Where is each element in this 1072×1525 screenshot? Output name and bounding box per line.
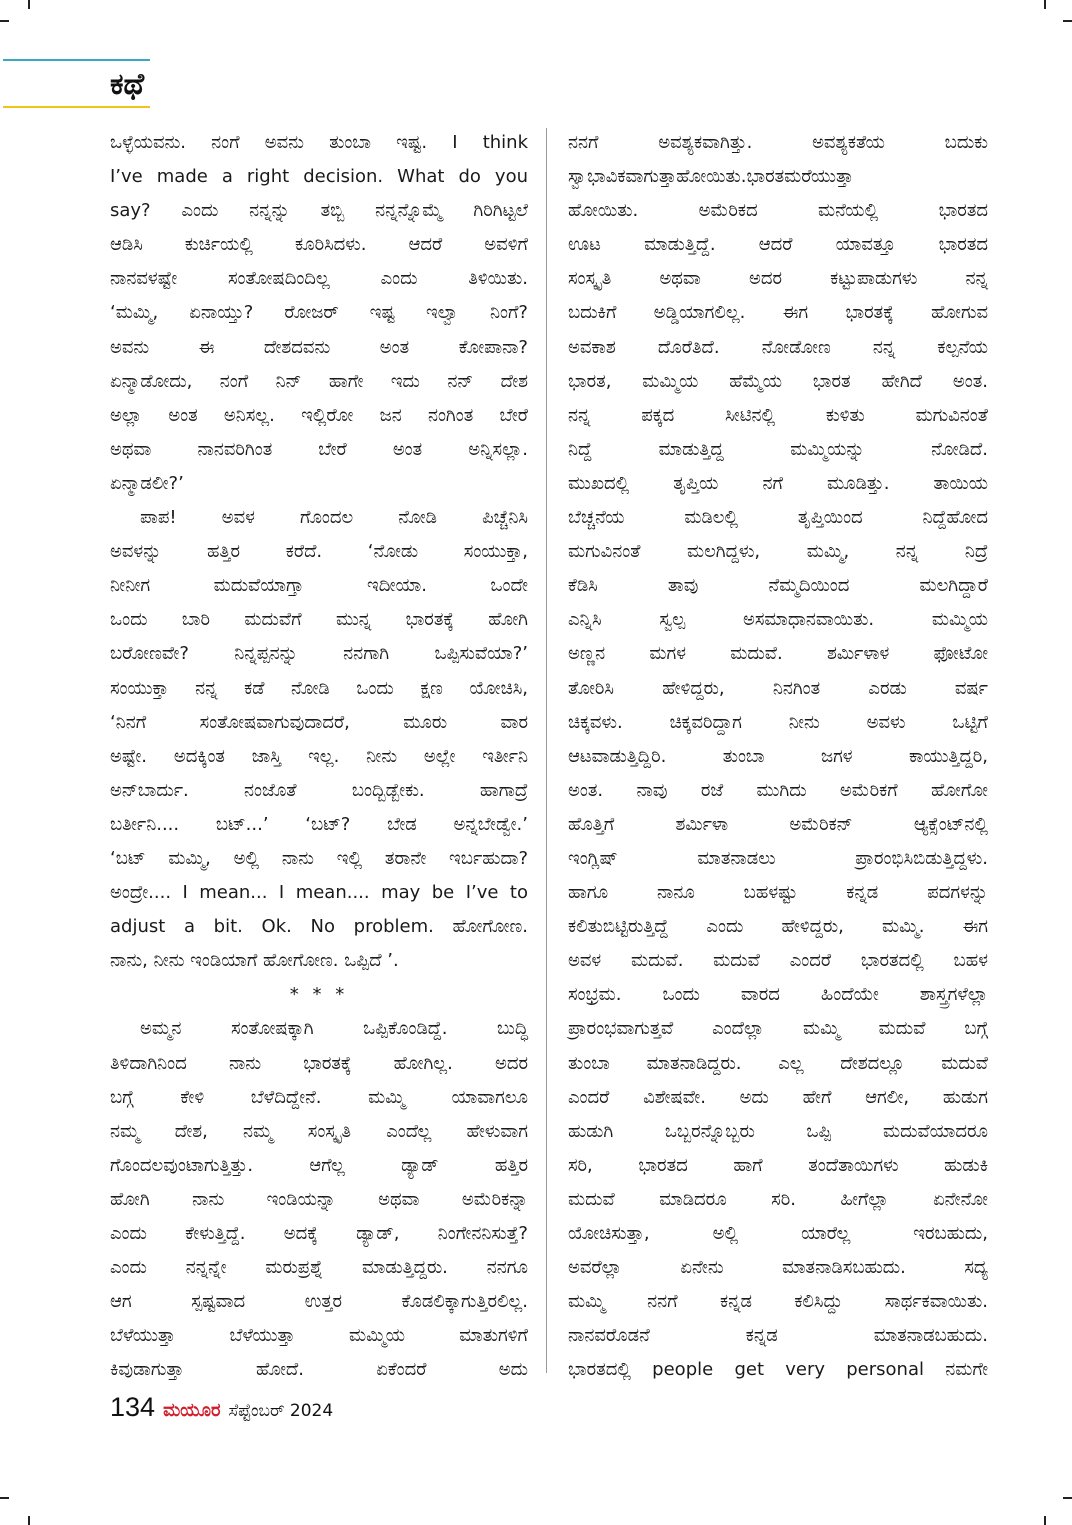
text-line: ಪಾಪ! ಅವಳ ಗೊಂದಲ ನೋಡಿ ಪಿಚ್ಚೆನಿಸಿ — [140, 507, 528, 529]
text-line: say? ಎಂದು ನನ್ನನ್ನು ತಬ್ಬಿ ನನ್ನನ್ನೊಮ್ಮೆ ಗಿರಿಗಿಟ್ಟಲೆ — [110, 200, 528, 222]
page-footer — [110, 1392, 333, 1432]
text-line: ಸ್ವಾಭಾವಿಕವಾಗುತ್ತಾಹೋಯಿತು.ಭಾರತಮರೆಯುತ್ತಾ — [568, 166, 854, 188]
text-line: ಎಂದು ನನ್ನನ್ನೇ ಮರುಪ್ರಶ್ನೆ ಮಾಡುತ್ತಿದ್ದರು. ನನಗೂ — [110, 1257, 528, 1279]
text-line: ಬೆಳೆಯುತ್ತಾ ಬೆಳೆಯುತ್ತಾ ಮಮ್ಮಿಯ ಮಾತುಗಳಿಗೆ — [110, 1325, 528, 1347]
text-line: ಮದುವೆ ಮಾಡಿದರೂ ಸರಿ. ಹೀಗೆಲ್ಲಾ ಏನೇನೋ — [568, 1188, 988, 1210]
text-line: ಹೋಗಿ ನಾನು ಇಂಡಿಯನ್ನಾ ಅಥವಾ ಅಮೆರಿಕನ್ನಾ — [110, 1188, 528, 1210]
crop-mark — [0, 20, 9, 22]
text-line: ಬರೋಣವೇ? ನಿನ್ನಪ್ಪನನ್ನು ನನಗಾಗಿ ಒಪ್ಪಿಸುವೆಯಾ?’ — [110, 643, 528, 665]
text-line: ಊಟ ಮಾಡುತ್ತಿದ್ದೆ. ಆದರೆ ಯಾವತ್ತೂ ಭಾರತದ — [568, 234, 988, 256]
crop-mark — [0, 1497, 9, 1499]
text-line: ಮಗುವಿನಂತೆ ಮಲಗಿದ್ದಳು, ಮಮ್ಮಿ, ನನ್ನ ನಿದ್ರೆ — [568, 541, 988, 563]
left-column — [110, 126, 528, 1387]
crop-mark — [1063, 20, 1072, 22]
text-line: ಏನ್ಮಾಡಲೀ?’ — [110, 472, 184, 494]
crop-mark — [1063, 1497, 1072, 1499]
section-rule-bottom — [3, 106, 150, 108]
text-line: ‘ಮಮ್ಮಿ, ಏನಾಯ್ತು? ರೋಜರ್ ಇಷ್ಟ ಇಲ್ವಾ ನಿಂಗೆ? — [110, 302, 528, 324]
text-line: ನನಗೆ ಅವಶ್ಯಕವಾಗಿತ್ತು. ಅವಶ್ಯಕತೆಯ ಬದುಕು — [568, 132, 988, 153]
text-line: ಅವನು ಈ ದೇಶದವನು ಅಂತ ಕೋಪಾನಾ? — [110, 336, 528, 358]
text-line: ಹಾಗೂ ನಾನೂ ಬಹಳಷ್ಟು ಕನ್ನಡ ಪದಗಳನ್ನು — [568, 882, 988, 904]
text-line: ಬಗ್ಗೆ ಕೇಳಿ ಬೆಳೆದಿದ್ದೇನೆ. ಮಮ್ಮಿ ಯಾವಾಗಲೂ — [110, 1086, 528, 1108]
text-line: ಕಲಿತುಬಿಟ್ಟಿರುತ್ತಿದ್ದೆ ಎಂದು ಹೇಳಿದ್ದರು, ಮಮ್ಮಿ. ಈಗ — [568, 916, 988, 938]
text-line: ಮುಖದಲ್ಲಿ ತೃಪ್ತಿಯ ನಗೆ ಮೂಡಿತ್ತು. ತಾಯಿಯ — [568, 472, 988, 494]
text-line: ಅಣ್ಣನ ಮಗಳ ಮದುವೆ. ಶರ್ಮಿಳಾಳ ಫೋಟೋ — [568, 643, 988, 665]
text-line: ಸಂಭ್ರಮ. ಒಂದು ವಾರದ ಹಿಂದೆಯೇ ಶಾಸ್ತ್ರಗಳೆಲ್ಲಾ — [568, 984, 988, 1006]
right-column — [568, 126, 988, 1387]
section-break: * * * — [289, 984, 349, 1006]
text-line: ನಮ್ಮ ದೇಶ, ನಮ್ಮ ಸಂಸ್ಕೃತಿ ಎಂದೆಲ್ಲ ಹೇಳುವಾಗ — [110, 1120, 528, 1142]
section-rule-top — [3, 59, 150, 61]
text-line: ಅಥವಾ ನಾನವರಿಗಿಂತ ಬೇರೆ ಅಂತ ಅನ್ನಿಸಲ್ಲಾ. — [110, 438, 528, 460]
text-line: ಏನ್ಮಾಡೋದು, ನಂಗೆ ನಿನ್ ಹಾಗೇ ಇದು ನನ್ ದೇಶ — [110, 370, 528, 392]
text-line: ತೋರಿಸಿ ಹೇಳಿದ್ದರು, ನಿನಗಿಂತ ಎರಡು ವರ್ಷ — [568, 677, 988, 699]
text-line: ‘ನಿನಗೆ ಸಂತೋಷವಾಗುವುದಾದರೆ, ಮೂರು ವಾರ — [110, 711, 528, 733]
column-divider — [546, 128, 547, 1373]
text-line: ಮಮ್ಮಿ ನನಗೆ ಕನ್ನಡ ಕಲಿಸಿದ್ದು ಸಾರ್ಥಕವಾಯಿತು. — [568, 1291, 988, 1313]
text-line: ಚಿಕ್ಕವಳು. ಚಿಕ್ಕವರಿದ್ದಾಗ ನೀನು ಅವಳು ಒಟ್ಟಿಗೆ — [568, 711, 988, 733]
text-line: ಎಂದರೆ ವಿಶೇಷವೇ. ಅದು ಹೇಗೆ ಆಗಲೀ, ಹುಡುಗ — [568, 1086, 988, 1108]
text-line: ಸರಿ, ಭಾರತದ ಹಾಗೆ ತಂದೆತಾಯಿಗಳು ಹುಡುಕಿ — [568, 1154, 988, 1176]
text-line: ಅವಕಾಶ ದೊರೆತಿದೆ. ನೋಡೋಣ ನನ್ನ ಕಲ್ಪನೆಯ — [568, 336, 988, 358]
text-line: ಯೋಚಿಸುತ್ತಾ, ಅಲ್ಲಿ ಯಾರೆಲ್ಲ ಇರಬಹುದು, — [568, 1223, 988, 1244]
text-line: ನಿದ್ದೆ ಮಾಡುತ್ತಿದ್ದ ಮಮ್ಮಿಯನ್ನು ನೋಡಿದೆ. — [568, 438, 988, 460]
crop-mark — [28, 0, 30, 9]
text-line: ಭಾರತದಲ್ಲಿ people get very personal ನಮಗೇ — [568, 1359, 988, 1381]
text-line: ಒಂದು ಬಾರಿ ಮದುವೆಗೆ ಮುನ್ನ ಭಾರತಕ್ಕೆ ಹೋಗಿ — [110, 609, 528, 631]
text-line: ‘ಬಟ್ ಮಮ್ಮಿ, ಅಲ್ಲಿ ನಾನು ಇಲ್ಲಿ ತರಾನೇ ಇರ್ಬಹುದಾ? — [110, 847, 528, 869]
magazine-logo: ಮಯೂರ — [163, 1400, 221, 1421]
text-line: ಸಂಸ್ಕೃತಿ ಅಥವಾ ಅದರ ಕಟ್ಟುಪಾಡುಗಳು ನನ್ನ — [568, 268, 988, 290]
text-line: I’ve made a right decision. What do you — [110, 166, 528, 188]
text-line: ನನ್ನ ಪಕ್ಕದ ಸೀಟಿನಲ್ಲಿ ಕುಳಿತು ಮಗುವಿನಂತೆ — [568, 404, 988, 426]
text-line: ಅಂದ್ರೇ.... I mean... I mean.... may be I’ve to — [110, 882, 528, 904]
issue-date: ಸೆಪ್ಟೆಂಬರ್ 2024 — [228, 1401, 334, 1421]
page-number: 134 — [110, 1392, 156, 1422]
text-line: ಕಿವುಡಾಗುತ್ತಾ ಹೋದೆ. ಏಕೆಂದರೆ ಅದು — [110, 1359, 528, 1381]
text-line: ಅಮ್ಮನ ಸಂತೋಷಕ್ಕಾಗಿ ಒಪ್ಪಿಕೊಂಡಿದ್ದೆ. ಬುದ್ಧಿ — [140, 1018, 528, 1040]
text-line: ಎಂದು ಕೇಳುತ್ತಿದ್ದೆ. ಅದಕ್ಕೆ ಡ್ಯಾಡ್, ನಿಂಗೇನನಿಸುತ್ತೆ? — [110, 1223, 528, 1244]
text-line: ಬೆಚ್ಚನೆಯ ಮಡಿಲಲ್ಲಿ ತೃಪ್ತಿಯಿಂದ ನಿದ್ದೆಹೋದ — [568, 507, 988, 529]
text-line: ಆಡಿಸಿ ಕುರ್ಚಿಯಲ್ಲಿ ಕೂರಿಸಿದಳು. ಆದರೆ ಅವಳಿಗೆ — [110, 234, 528, 256]
text-line: adjust a bit. Ok. No problem. ಹೋಗೋಣ. — [110, 916, 528, 938]
text-line: ಭಾರತ, ಮಮ್ಮಿಯ ಹೆಮ್ಮೆಯ ಭಾರತ ಹೇಗಿದೆ ಅಂತ. — [568, 370, 988, 392]
text-line: ತಿಳಿದಾಗಿನಿಂದ ನಾನು ಭಾರತಕ್ಕೆ ಹೋಗಿಲ್ಲ. ಅದರ — [110, 1052, 528, 1074]
text-line: ಕೆಡಿಸಿ ತಾವು ನೆಮ್ಮದಿಯಿಂದ ಮಲಗಿದ್ದಾರೆ — [568, 575, 988, 597]
text-line: ಅವರೆಲ್ಲಾ ಏನೇನು ಮಾತನಾಡಿಸಬಹುದು. ಸದ್ಯ — [568, 1257, 988, 1279]
text-line: ಗೊಂದಲವುಂಟಾಗುತ್ತಿತ್ತು. ಆಗೆಲ್ಲ ಡ್ಯಾಡ್ ಹತ್ತಿರ — [110, 1154, 528, 1176]
text-line: ಹುಡುಗಿ ಒಬ್ಬರನ್ನೊಬ್ಬರು ಒಪ್ಪಿ ಮದುವೆಯಾದರೂ — [568, 1120, 988, 1142]
text-line: ಅನ್‌ಬಾರ್ದು. ನಂಜೊತೆ ಬಂದ್ಬಿಡ್ಬೇಕು. ಹಾಗಾದ್ರೆ — [110, 779, 528, 801]
text-line: ನೀನೀಗ ಮದುವೆಯಾಗ್ತಾ ಇದೀಯಾ. ಒಂದೇ — [110, 575, 528, 597]
text-line: ಆಟವಾಡುತ್ತಿದ್ದಿರಿ. ತುಂಬಾ ಜಗಳ ಕಾಯುತ್ತಿದ್ದರಿ, — [568, 745, 988, 767]
text-line: ನಾನವಳಷ್ಟೇ ಸಂತೋಷದಿಂದಿಲ್ಲ ಎಂದು ತಿಳಿಯಿತು. — [110, 268, 528, 290]
text-line: ಪ್ರಾರಂಭವಾಗುತ್ತವೆ ಎಂದೆಲ್ಲಾ ಮಮ್ಮಿ ಮದುವೆ ಬಗ್ಗೆ — [568, 1018, 988, 1040]
text-line: ಆಗ ಸ್ಪಷ್ಟವಾದ ಉತ್ತರ ಕೊಡಲಿಕ್ಕಾಗುತ್ತಿರಲಿಲ್ಲ. — [110, 1291, 528, 1313]
text-line: ನಾನು, ನೀನು ಇಂಡಿಯಾಗೆ ಹೋಗೋಣ. ಒಪ್ಪಿದೆ ’. — [110, 950, 399, 972]
crop-mark — [1044, 1516, 1046, 1525]
text-line: ನಾನವರೊಡನೆ ಕನ್ನಡ ಮಾತನಾಡಬಹುದು. — [568, 1325, 988, 1347]
crop-mark — [1044, 0, 1046, 9]
text-line: ಇಂಗ್ಲಿಷ್ ಮಾತನಾಡಲು ಪ್ರಾರಂಭಿಸಿಬಿಡುತ್ತಿದ್ದಳು. — [568, 847, 988, 869]
text-line: ಅಷ್ಟೇ. ಅದಕ್ಕಿಂತ ಜಾಸ್ತಿ ಇಲ್ಲ. ನೀನು ಅಲ್ಲೇ ಇರ್ತೀನಿ — [110, 745, 528, 767]
crop-mark — [28, 1516, 30, 1525]
text-line: ಅವಳ ಮದುವೆ. ಮದುವೆ ಎಂದರೆ ಭಾರತದಲ್ಲಿ ಬಹಳ — [568, 950, 988, 972]
text-line: ಹೊತ್ತಿಗೆ ಶರ್ಮಿಳಾ ಅಮೆರಿಕನ್ ಆ್ಯಕ್ಸೆಂಟ್‌ನಲ್ಲಿ — [568, 813, 988, 835]
text-line: ಹೋಯಿತು. ಅಮೆರಿಕದ ಮನೆಯಲ್ಲಿ ಭಾರತದ — [568, 200, 988, 222]
text-line: ಬರ್ತೀನಿ.... ಬಟ್...’ ‘ಬಟ್? ಬೇಡ ಅನ್ನಬೇಡ್ವೇ.’ — [110, 813, 528, 835]
text-line: ಎನ್ನಿಸಿ ಸ್ವಲ್ಪ ಅಸಮಾಧಾನವಾಯಿತು. ಮಮ್ಮಿಯ — [568, 609, 988, 631]
text-line: ತುಂಬಾ ಮಾತನಾಡಿದ್ದರು. ಎಲ್ಲ ದೇಶದಲ್ಲೂ ಮದುವೆ — [568, 1052, 988, 1074]
text-line: ಅಲ್ಲಾ ಅಂತ ಅನಿಸಲ್ಲ. ಇಲ್ಲಿರೋ ಜನ ನಂಗಿಂತ ಬೇರೆ — [110, 404, 528, 426]
text-line: ಅವಳನ್ನು ಹತ್ತಿರ ಕರೆದೆ. ‘ನೋಡು ಸಂಯುಕ್ತಾ, — [110, 541, 528, 563]
text-line: ಅಂತ. ನಾವು ರಜೆ ಮುಗಿದು ಅಮೆರಿಕಗೆ ಹೋಗೋ — [568, 779, 988, 801]
text-line: ಬದುಕಿಗೆ ಅಡ್ಡಿಯಾಗಲಿಲ್ಲ. ಈಗ ಭಾರತಕ್ಕೆ ಹೋಗುವ — [568, 302, 988, 324]
section-title: ಕಥೆ — [110, 67, 145, 102]
text-line: ಸಂಯುಕ್ತಾ ನನ್ನ ಕಡೆ ನೋಡಿ ಒಂದು ಕ್ಷಣ ಯೋಚಿಸಿ, — [110, 677, 528, 699]
text-line: ಒಳ್ಳೆಯವನು. ನಂಗೆ ಅವನು ತುಂಬಾ ಇಷ್ಟ. I think — [110, 132, 528, 153]
